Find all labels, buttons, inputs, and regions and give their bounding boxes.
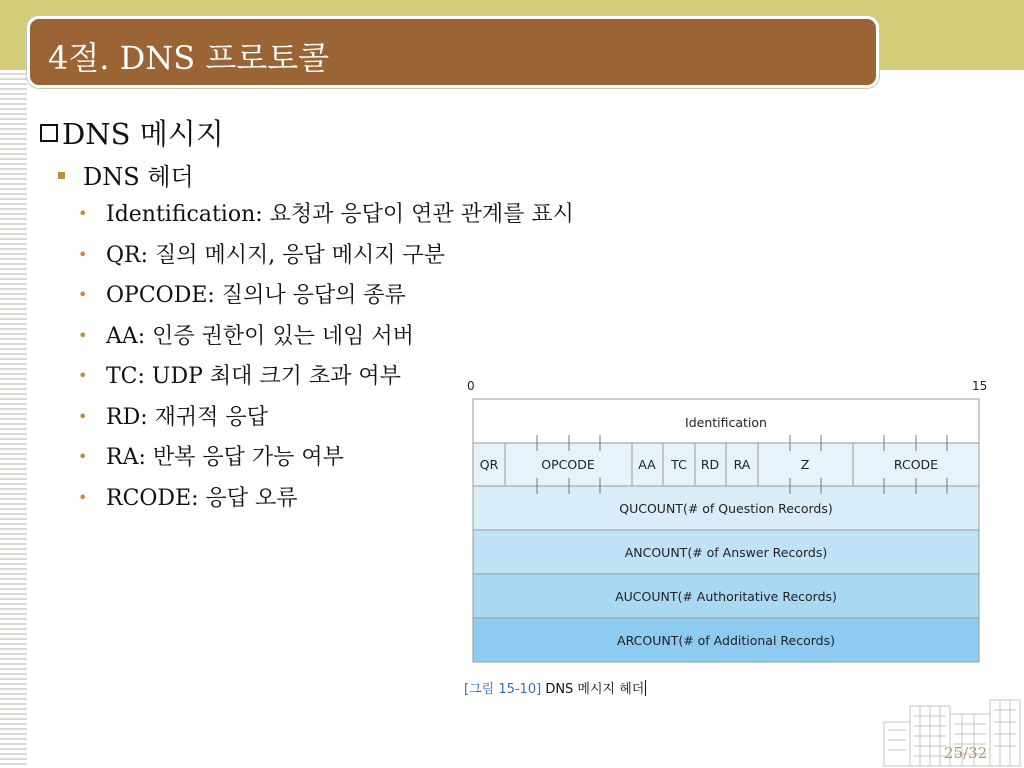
subsection-heading — [58, 157, 194, 192]
qr-field-label: QR — [479, 457, 499, 472]
identification-label: Identification — [685, 415, 767, 430]
bit-start-label: 0 — [467, 379, 475, 393]
dot-bullet-icon: • — [78, 325, 88, 345]
arcount-label: ARCOUNT(# of Additional Records) — [617, 633, 835, 648]
left-stripe-decoration — [0, 70, 27, 768]
list-item-text: RCODE: 응답 오류 — [106, 485, 298, 511]
list-item-text: RD: 재귀적 응답 — [106, 404, 268, 430]
list-item-text: RA: 반복 응답 가능 여부 — [106, 445, 344, 470]
dot-bullet-icon: • — [78, 244, 88, 264]
dot-bullet-icon: • — [78, 366, 88, 385]
rcode-field-label: RCODE — [893, 457, 939, 472]
ra-field-label: RA — [733, 457, 751, 472]
hollow-square-bullet-icon — [40, 124, 58, 142]
dot-bullet-icon: • — [78, 447, 88, 466]
dot-bullet-icon: • — [78, 487, 88, 507]
list-item-text: OPCODE: 질의나 응답의 종류 — [106, 283, 406, 308]
subsection-heading-text: DNS 헤더 — [83, 163, 194, 191]
list-item-text: Identification: 요청과 응답이 연관 관계를 표시 — [106, 202, 574, 227]
text-cursor — [645, 680, 646, 696]
z-field-label: Z — [800, 457, 810, 472]
dot-bullet-icon: • — [78, 406, 88, 426]
section-heading-text: DNS 메시지 — [62, 117, 224, 151]
qdcount-label: QUCOUNT(# of Question Records) — [619, 501, 833, 516]
dot-bullet-icon: • — [78, 204, 88, 223]
list-item — [78, 198, 574, 239]
list-item — [78, 279, 574, 320]
opcode-field-label: OPCODE — [541, 457, 595, 472]
list-item-text: QR: 질의 메시지, 응답 메시지 구분 — [106, 242, 445, 268]
title-bar — [27, 16, 879, 88]
square-bullet-icon — [58, 172, 65, 179]
figure-caption — [464, 678, 646, 697]
list-item-text: AA: 인증 권한이 있는 네임 서버 — [106, 323, 414, 349]
bit-end-label: 15 — [972, 379, 988, 393]
section-heading — [40, 112, 224, 153]
slide-title: 4절. DNS 프로토콜 — [48, 39, 330, 77]
list-item — [78, 320, 574, 361]
nscount-label: AUCOUNT(# Authoritative Records) — [615, 589, 837, 604]
rd-field-label: RD — [700, 457, 720, 472]
dot-bullet-icon: • — [78, 285, 88, 304]
page-number: 25/32 — [944, 744, 988, 762]
figure-number: [그림 15-10] — [464, 682, 542, 697]
figure-caption-text: DNS 메시지 헤더 — [545, 682, 645, 697]
aa-field-label: AA — [638, 457, 656, 472]
dns-header-diagram — [440, 370, 990, 670]
list-item — [78, 239, 574, 280]
tc-field-label: TC — [671, 457, 687, 472]
list-item-text: TC: UDP 최대 크기 초과 여부 — [106, 364, 401, 389]
ancount-label: ANCOUNT(# of Answer Records) — [624, 545, 828, 560]
